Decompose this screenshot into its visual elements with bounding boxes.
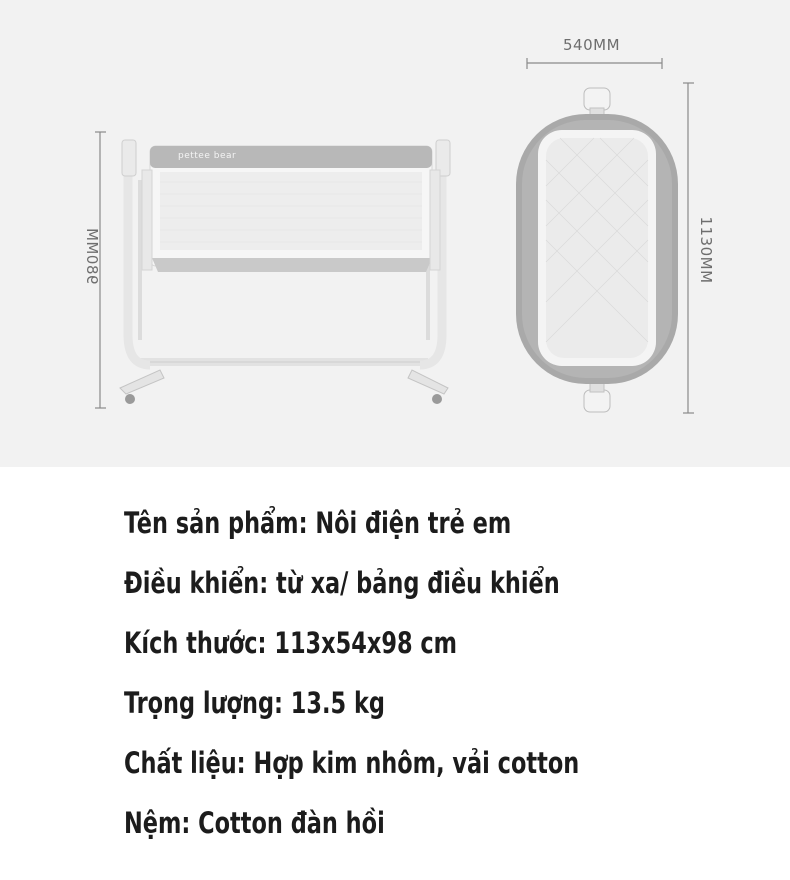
spec-material: Chất liệu: Hợp kim nhôm, vải cotton (124, 746, 580, 780)
width-dimension-label: 540MM (563, 36, 621, 54)
spec-weight: Trọng lượng: 13.5 kg (124, 686, 385, 720)
spec-product-name: Tên sản phẩm: Nôi điện trẻ em (124, 506, 512, 540)
spec-mattress: Nệm: Cotton đàn hồi (124, 806, 385, 840)
spec-size: Kích thước: 113x54x98 cm (124, 626, 458, 660)
height-dimension-label: 980MM (83, 227, 101, 285)
width-dimension-line (527, 58, 662, 69)
length-dimension-label: 1130MM (697, 216, 715, 284)
crib-side-view (120, 140, 450, 404)
product-specs (124, 508, 764, 868)
length-dimension-line (683, 83, 694, 413)
brand-logo-text: pettee bear (178, 151, 237, 161)
crib-top-view (516, 88, 678, 412)
spec-control: Điều khiển: từ xa/ bảng điều khiển (124, 566, 560, 600)
